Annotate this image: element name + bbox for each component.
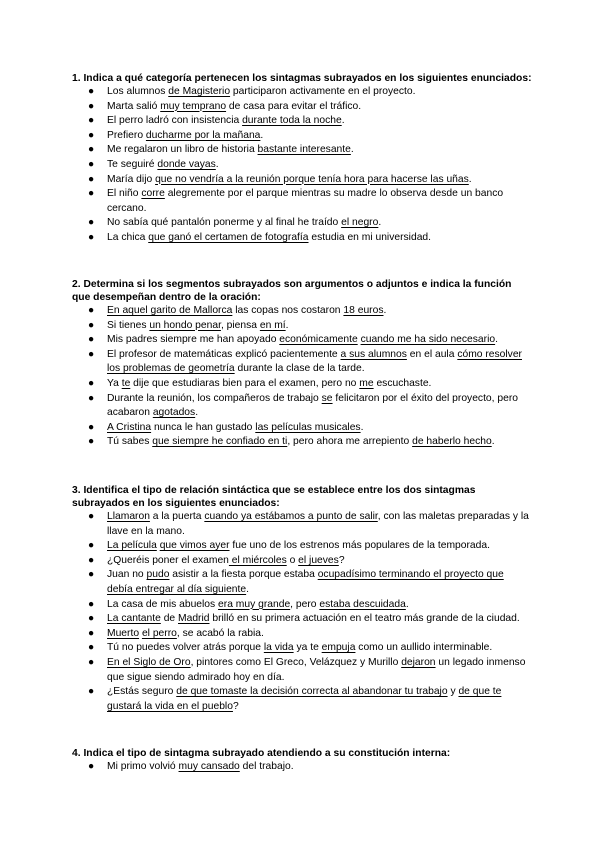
text-segment: El profesor de matemáticas explicó pacientemente — [107, 348, 341, 360]
bullet-icon: ● — [88, 129, 95, 141]
list-item — [72, 612, 532, 627]
bullet-icon: ● — [88, 231, 95, 243]
text-segment: Mis padres siempre me han apoyado — [107, 334, 280, 346]
text-segment: alegremente por el parque mientras su madre lo observa desde un banco cercano. — [107, 188, 504, 214]
list-item — [72, 641, 532, 656]
text-segment: , se acabó la rabia. — [176, 627, 264, 639]
underlined-segment: económicamente — [279, 334, 358, 346]
text-segment: Ya — [107, 377, 122, 389]
underlined-segment: pudo — [146, 569, 170, 581]
text-segment: del trabajo. — [239, 761, 294, 772]
bullet-icon: ● — [88, 761, 95, 772]
underlined-segment: estaba descuidada — [319, 598, 406, 610]
text-segment: , pintores como El Greco, Velázquez y Murillo — [190, 656, 402, 668]
text-segment: ? — [338, 554, 345, 566]
bullet-icon: ● — [88, 511, 95, 522]
text-segment: El niño — [107, 188, 142, 200]
text-segment: . — [285, 319, 289, 331]
text-segment: Tú no puedes volver atrás porque — [107, 642, 264, 654]
bullet-icon: ● — [88, 305, 95, 316]
text-segment: . — [360, 421, 364, 433]
item-list — [72, 304, 532, 450]
text-segment: Marta salió — [107, 100, 161, 112]
list-item — [72, 216, 532, 231]
bullet-icon: ● — [88, 392, 95, 404]
underlined-segment: Muerto — [107, 627, 140, 639]
bullet-icon: ● — [88, 540, 95, 552]
text-segment: ¿Estás seguro — [107, 686, 177, 698]
underlined-segment: el negro — [341, 217, 379, 229]
underlined-segment: bastante interesante — [257, 144, 351, 156]
text-segment: La casa de mis abuelos — [107, 598, 219, 610]
list-item — [72, 392, 532, 421]
underlined-segment: era muy grande — [218, 598, 291, 610]
bullet-icon: ● — [88, 656, 95, 668]
bullet-icon: ● — [88, 642, 95, 654]
underlined-segment: que vimos ayer — [159, 540, 230, 552]
text-segment: . — [215, 158, 219, 170]
underlined-segment: que siempre he confiado en ti — [152, 436, 288, 448]
bullet-icon: ● — [88, 86, 95, 97]
text-segment: . — [468, 173, 472, 185]
underlined-segment: el jueves — [298, 554, 339, 566]
underlined-segment: empuja — [321, 642, 356, 654]
text-segment: . — [341, 115, 345, 127]
text-segment: de casa para evitar el tráfico. — [226, 100, 362, 112]
underlined-segment: se — [321, 392, 333, 404]
text-segment: dije que estudiaras bien para el examen, pero no — [130, 377, 360, 389]
bullet-icon: ● — [88, 144, 95, 156]
list-item — [72, 568, 532, 597]
list-item — [72, 760, 532, 775]
underlined-segment: el miércoles — [228, 554, 287, 566]
bullet-icon: ● — [88, 217, 95, 229]
text-segment: felicitaron por el éxito del proyecto, pero acabaron — [107, 392, 518, 419]
underlined-segment: de que tomaste la decisión correcta al abandonar tu trabajo — [176, 686, 448, 698]
item-list — [72, 510, 532, 714]
underlined-segment: a sus alumnos — [340, 348, 407, 360]
list-item — [72, 656, 532, 685]
text-segment: . — [378, 217, 382, 229]
bullet-icon: ● — [88, 100, 95, 112]
list-item — [72, 435, 532, 450]
bullet-icon: ● — [88, 348, 95, 360]
text-segment: . — [246, 583, 249, 595]
bullet-icon: ● — [88, 334, 95, 346]
underlined-segment: corre — [141, 188, 165, 200]
list-item — [72, 333, 532, 348]
underlined-segment: La cantante — [107, 613, 161, 625]
underlined-segment: me — [359, 377, 374, 389]
list-item — [72, 319, 532, 334]
list-item — [72, 539, 532, 554]
bullet-icon: ● — [88, 319, 95, 331]
list-item — [72, 598, 532, 613]
text-segment: . — [383, 305, 387, 316]
list-item — [72, 421, 532, 436]
underlined-segment: que no vendría a la reunión porque tenía hora para hacerse las uñas — [155, 173, 469, 185]
underlined-segment: en mí — [259, 319, 286, 331]
underlined-segment: durante toda la noche — [242, 115, 342, 127]
underlined-segment: Madrid — [178, 613, 210, 625]
question-2 — [72, 278, 532, 450]
text-segment: Mi primo volvió — [107, 761, 179, 772]
text-segment: , piensa — [220, 319, 260, 331]
list-item — [72, 173, 532, 188]
text-segment: ¿Queréis poner el examen — [107, 554, 229, 566]
text-segment: fue uno de los estrenos más populares de la temporada. — [229, 540, 490, 552]
underlined-segment: dejaron — [401, 656, 436, 668]
underlined-segment: que ganó el certamen de fotografía — [148, 231, 309, 243]
bullet-icon: ● — [88, 686, 95, 698]
text-segment: , pero — [290, 598, 320, 610]
text-segment: ? — [232, 700, 239, 712]
question-4 — [72, 747, 532, 775]
text-segment: de — [160, 613, 179, 625]
bullet-icon: ● — [88, 598, 95, 610]
text-segment: escuchaste. — [373, 377, 432, 389]
bullet-icon: ● — [88, 569, 95, 581]
list-item — [72, 685, 532, 714]
text-segment: como un aullido interminable. — [355, 642, 493, 654]
text-segment: No sabía qué pantalón ponerme y al final he traído — [107, 217, 342, 229]
text-segment: . — [350, 144, 354, 156]
list-item — [72, 377, 532, 392]
underlined-segment: 18 euros — [343, 305, 384, 316]
text-segment: ya te — [293, 642, 322, 654]
text-segment: brilló en su primera actuación en el teatro más grande de la ciudad. — [209, 613, 520, 625]
underlined-segment: un hondo penar — [149, 319, 221, 331]
text-segment: Me regalaron un libro de historia — [107, 144, 258, 156]
underlined-segment: el perro — [141, 627, 177, 639]
list-item — [72, 100, 532, 115]
text-segment: Te seguiré — [107, 158, 158, 170]
text-segment: Prefiero — [107, 129, 146, 141]
underlined-segment: ocupadísimo terminando el proyecto que debía entregar al día siguiente — [107, 569, 504, 595]
text-segment: en el aula — [406, 348, 458, 360]
list-item — [72, 348, 532, 377]
bullet-icon: ● — [88, 613, 95, 625]
text-segment: Los alumnos — [107, 86, 169, 97]
text-segment: . — [495, 334, 498, 346]
list-item — [72, 554, 532, 569]
text-segment: La chica — [107, 231, 149, 243]
text-segment: Juan no — [107, 569, 147, 581]
question-title: 3. Identifica el tipo de relación sintáctica que se establece entre los dos sintagmas subrayados en los siguientes enunciados: — [72, 485, 476, 509]
underlined-segment: muy temprano — [160, 100, 227, 112]
text-segment: . — [195, 407, 199, 419]
underlined-segment: cuando me ha sido necesario — [360, 334, 496, 346]
bullet-icon: ● — [88, 377, 95, 389]
text-segment: durante la clase de la tarde. — [234, 363, 365, 375]
underlined-segment: la vida — [263, 642, 294, 654]
text-segment: nunca le han gustado — [151, 421, 256, 433]
underlined-segment: de Magisterio — [168, 86, 231, 97]
item-list — [72, 85, 532, 246]
text-segment: . — [260, 129, 264, 141]
list-item — [72, 129, 532, 144]
question-title: 2. Determina si los segmentos subrayados son argumentos o adjuntos e indica la función que desempeñan dentro de la oración: — [72, 279, 512, 303]
text-segment: estudia en mi universidad. — [308, 231, 432, 243]
underlined-segment: de que te gustará la vida en el pueblo — [107, 686, 502, 712]
list-item — [72, 158, 532, 173]
bullet-icon: ● — [88, 188, 95, 200]
underlined-segment: En aquel garito de Mallorca — [107, 305, 233, 316]
bullet-icon: ● — [88, 173, 95, 185]
underlined-segment: La película — [107, 540, 157, 552]
underlined-segment: donde vayas — [157, 158, 216, 170]
text-segment: , pero ahora me arrepiento — [287, 436, 413, 448]
list-item — [72, 304, 532, 319]
list-item — [72, 143, 532, 158]
text-segment: a la puerta — [149, 511, 205, 522]
bullet-icon: ● — [88, 436, 95, 448]
bullet-icon: ● — [88, 554, 95, 566]
text-segment: Si tienes — [107, 319, 150, 331]
text-segment: o — [286, 554, 299, 566]
text-segment: participaron activamente en el proyecto. — [230, 86, 416, 97]
item-list — [72, 760, 532, 775]
bullet-icon: ● — [88, 421, 95, 433]
bullet-icon: ● — [88, 115, 95, 127]
question-1 — [72, 72, 532, 246]
list-item — [72, 510, 532, 539]
text-segment: Durante la reunión, los compañeros de trabajo — [107, 392, 322, 404]
list-item — [72, 627, 532, 642]
list-item — [72, 85, 532, 100]
underlined-segment: cuando ya estábamos a punto de salir — [204, 511, 378, 522]
text-segment: . — [405, 598, 409, 610]
bullet-icon: ● — [88, 158, 95, 170]
question-title: 1. Indica a qué categoría pertenecen los sintagmas subrayados en los siguientes enunciados: — [72, 73, 532, 84]
text-segment: un legado inmenso que sigue siendo admirado hoy en día. — [107, 656, 526, 683]
underlined-segment: cómo resolver los problemas de geometría — [107, 348, 522, 375]
text-segment: asistir a la fiesta porque estaba — [169, 569, 318, 581]
text-segment: . — [491, 436, 495, 448]
text-segment: El perro ladró con insistencia — [107, 115, 243, 127]
text-segment: Tú sabes — [107, 436, 153, 448]
list-item — [72, 231, 532, 246]
question-3 — [72, 484, 532, 714]
underlined-segment: ducharme por la mañana — [145, 129, 261, 141]
list-item — [72, 187, 532, 216]
underlined-segment: agotados — [152, 407, 196, 419]
underlined-segment: las películas musicales — [255, 421, 361, 433]
underlined-segment: A Cristina — [107, 421, 152, 433]
underlined-segment: te — [121, 377, 131, 389]
question-title: 4. Indica el tipo de sintagma subrayado atendiendo a su constitución interna: — [72, 748, 451, 759]
bullet-icon: ● — [88, 627, 95, 639]
underlined-segment: Llamaron — [107, 511, 150, 522]
underlined-segment: En el Siglo de Oro — [107, 656, 191, 668]
text-segment: María dijo — [107, 173, 156, 185]
underlined-segment: de haberlo hecho — [412, 436, 492, 448]
text-segment: las copas nos costaron — [232, 305, 344, 316]
text-segment: y — [447, 686, 459, 698]
text-segment: , con las maletas preparadas y la llave en la mano. — [107, 511, 529, 537]
underlined-segment: muy cansado — [178, 761, 240, 772]
list-item — [72, 114, 532, 129]
